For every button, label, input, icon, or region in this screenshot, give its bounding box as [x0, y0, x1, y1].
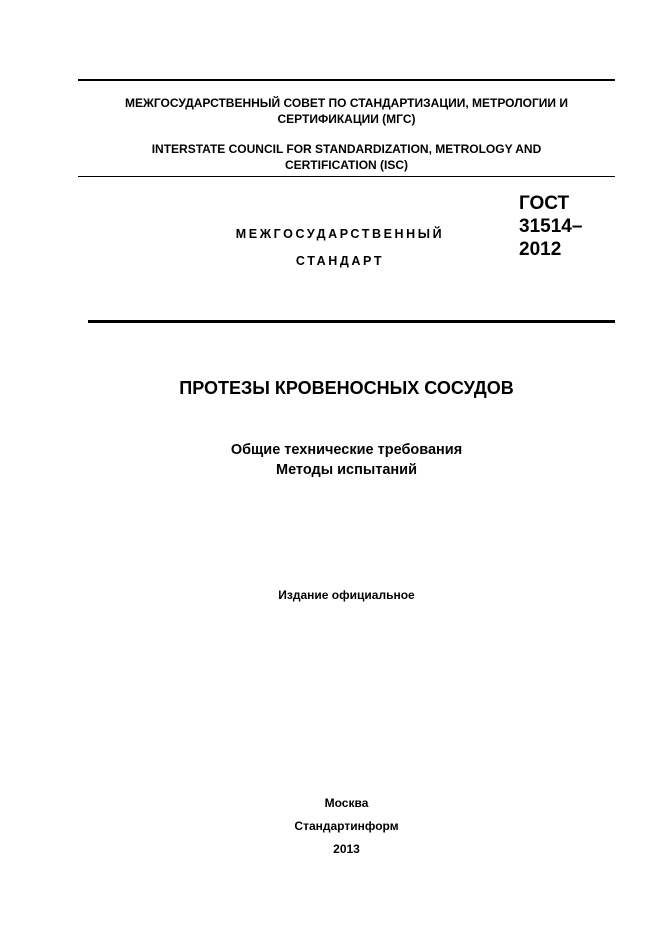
edition-label: Издание официальное [278, 588, 415, 602]
bottom-rule [88, 320, 615, 323]
imprint-city: Москва [324, 796, 369, 810]
council-name-russian [78, 95, 615, 127]
imprint-publisher: Стандартинформ [294, 819, 399, 833]
document-title: ПРОТЕЗЫ КРОВЕНОСНЫХ СОСУДОВ [179, 378, 514, 398]
top-rule [78, 79, 615, 81]
gost-year: 2012 [519, 239, 562, 260]
standard-type-line-2: СТАНДАРТ [295, 254, 385, 268]
council-ru-line-1: МЕЖГОСУДАРСТВЕННЫЙ СОВЕТ ПО СТАНДАРТИЗАЦИИ, МЕТРОЛОГИИ И [125, 96, 568, 110]
imprint-year: 2013 [333, 842, 360, 856]
council-en-line-1: INTERSTATE COUNCIL FOR STANDARDIZATION, METROLOGY AND [151, 142, 542, 156]
document-subtitle-1: Общие технические требования [230, 442, 463, 458]
gost-number [519, 192, 582, 261]
council-name-english [78, 141, 615, 173]
middle-rule [78, 176, 615, 177]
council-ru-line-2: СЕРТИФИКАЦИИ (МГС) [277, 112, 416, 126]
document-subtitle-2: Методы испытаний [275, 462, 417, 478]
gost-label: ГОСТ [519, 193, 570, 214]
gost-code: 31514– [519, 216, 583, 237]
council-en-line-2: CERTIFICATION (ISC) [284, 158, 409, 172]
standard-type-line-1: МЕЖГОСУДАРСТВЕННЫЙ [235, 227, 445, 241]
